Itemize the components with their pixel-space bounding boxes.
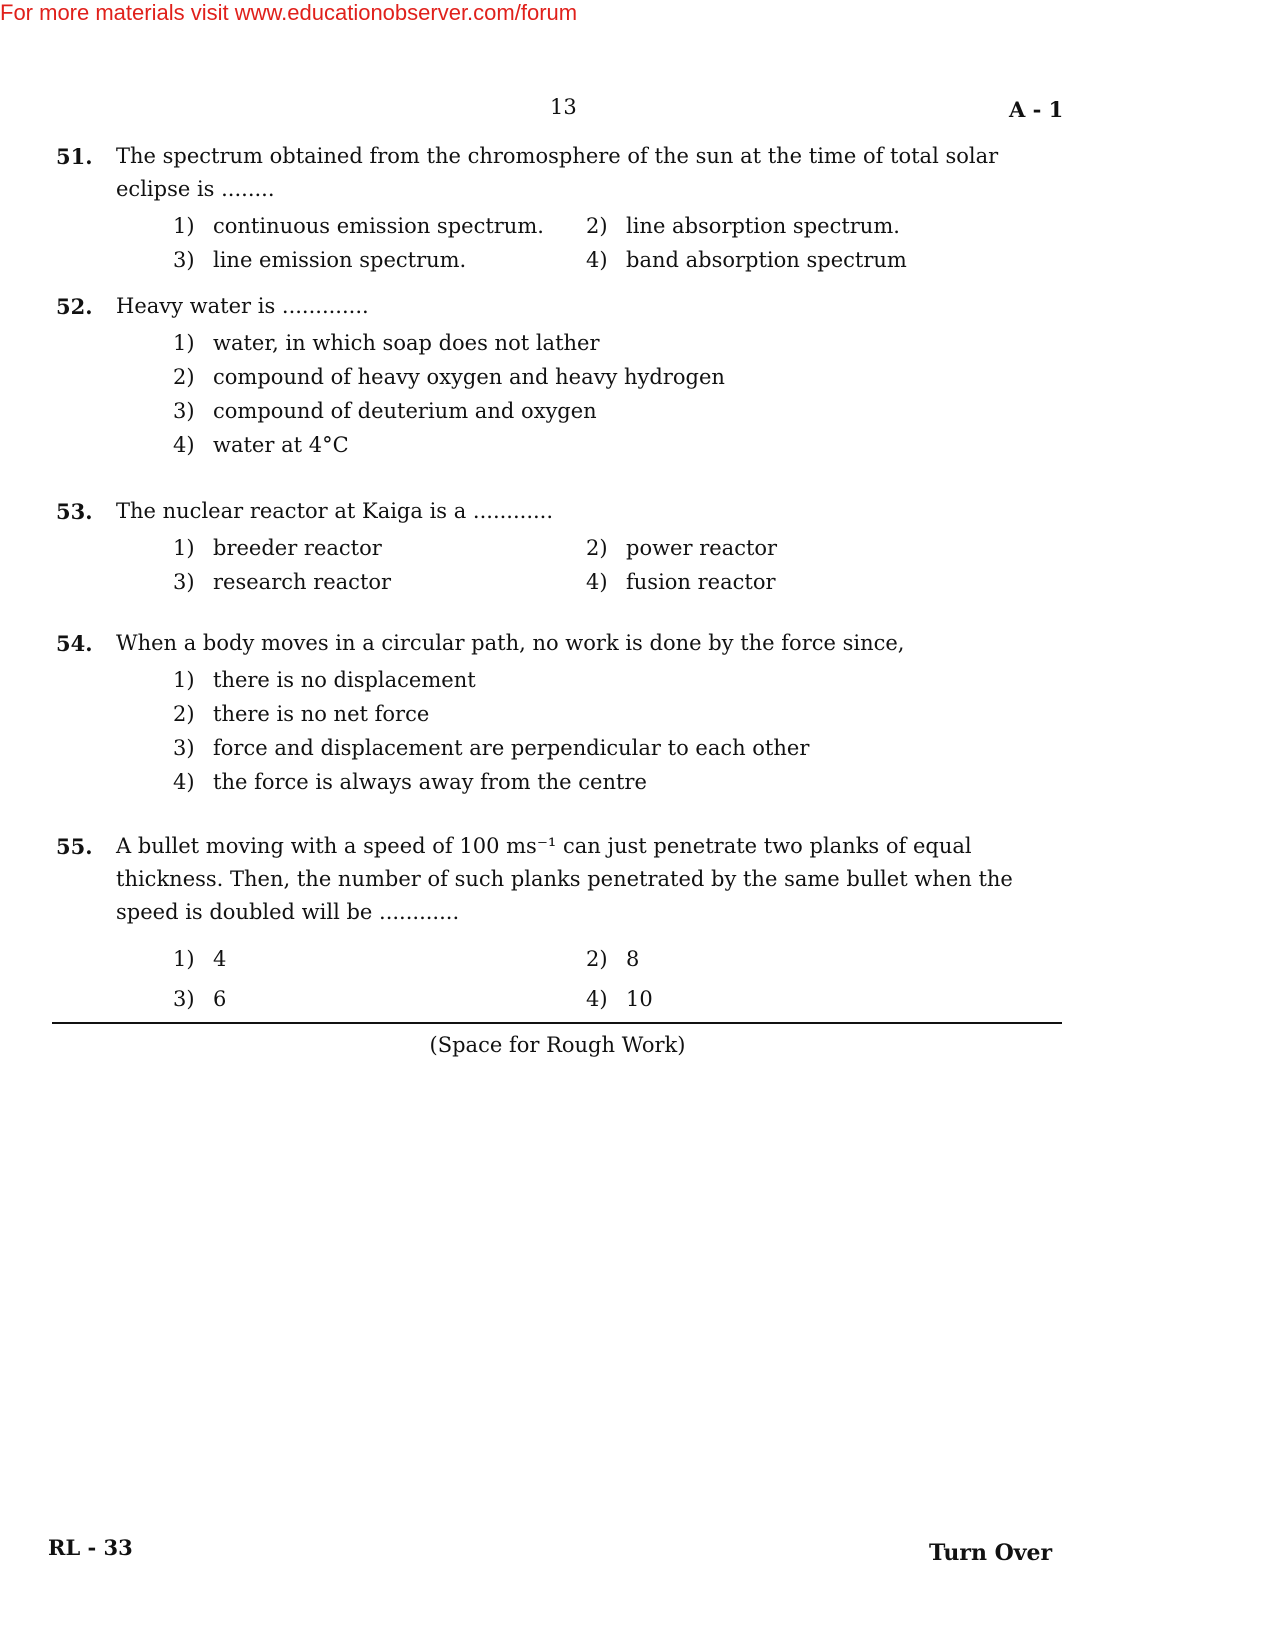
option-3: 3) research reactor	[173, 569, 392, 594]
option-2: 2) line absorption spectrum.	[586, 213, 900, 238]
question-text: The spectrum obtained from the chromosphere of the sun at the time of total solar eclipse is ........	[116, 144, 999, 201]
question-number: 52.	[56, 294, 93, 319]
option-4: 4) band absorption spectrum	[586, 247, 907, 272]
question-number: 55.	[56, 834, 93, 859]
question-number: 54.	[56, 631, 93, 656]
option-2: 2) power reactor	[586, 535, 778, 560]
question-number: 51.	[56, 144, 93, 169]
option-3: 3) compound of deuterium and oxygen	[173, 398, 597, 423]
page-number: 13	[550, 95, 577, 119]
banner-link[interactable]: For more materials visit www.educationobserver.com/forum	[0, 0, 578, 25]
question-text: The nuclear reactor at Kaiga is a ............	[116, 499, 554, 523]
option-1: 1) there is no displacement	[173, 667, 476, 692]
option-1: 1) 4	[173, 946, 227, 971]
option-4: 4) 10	[586, 986, 653, 1011]
option-1: 1) breeder reactor	[173, 535, 382, 560]
option-3: 3) line emission spectrum.	[173, 247, 467, 272]
footer-turn-over: Turn Over	[929, 1540, 1053, 1566]
option-2: 2) compound of heavy oxygen and heavy hydrogen	[173, 364, 725, 389]
option-4: 4) the force is always away from the centre	[173, 769, 647, 794]
option-2: 2) there is no net force	[173, 701, 430, 726]
option-4: 4) fusion reactor	[586, 569, 776, 594]
option-3: 3) force and displacement are perpendicular to each other	[173, 735, 810, 760]
option-3: 3) 6	[173, 986, 227, 1011]
footer-series-code: RL - 33	[48, 1535, 133, 1560]
question-51	[56, 140, 1066, 277]
question-52	[56, 290, 1066, 462]
rough-work-label: (Space for Rough Work)	[429, 1033, 686, 1057]
question-53	[56, 495, 1066, 599]
option-4: 4) water at 4°C	[173, 432, 349, 457]
question-text: Heavy water is .............	[116, 294, 369, 318]
paper-code: A - 1	[1009, 97, 1064, 122]
question-number: 53.	[56, 499, 93, 524]
question-text: A bullet moving with a speed of 100 ms⁻¹ can just penetrate two planks of equal thickness. Then, the number of such planks penetrated by the same bullet when the speed is doubled will be ............	[116, 834, 1013, 924]
question-text: When a body moves in a circular path, no work is done by the force since,	[116, 631, 905, 655]
question-55	[56, 830, 1066, 1019]
option-1: 1) continuous emission spectrum.	[173, 213, 544, 238]
option-1: 1) water, in which soap does not lather	[173, 330, 600, 355]
question-54	[56, 627, 1066, 799]
divider-rule	[52, 1022, 1062, 1024]
option-2: 2) 8	[586, 946, 640, 971]
